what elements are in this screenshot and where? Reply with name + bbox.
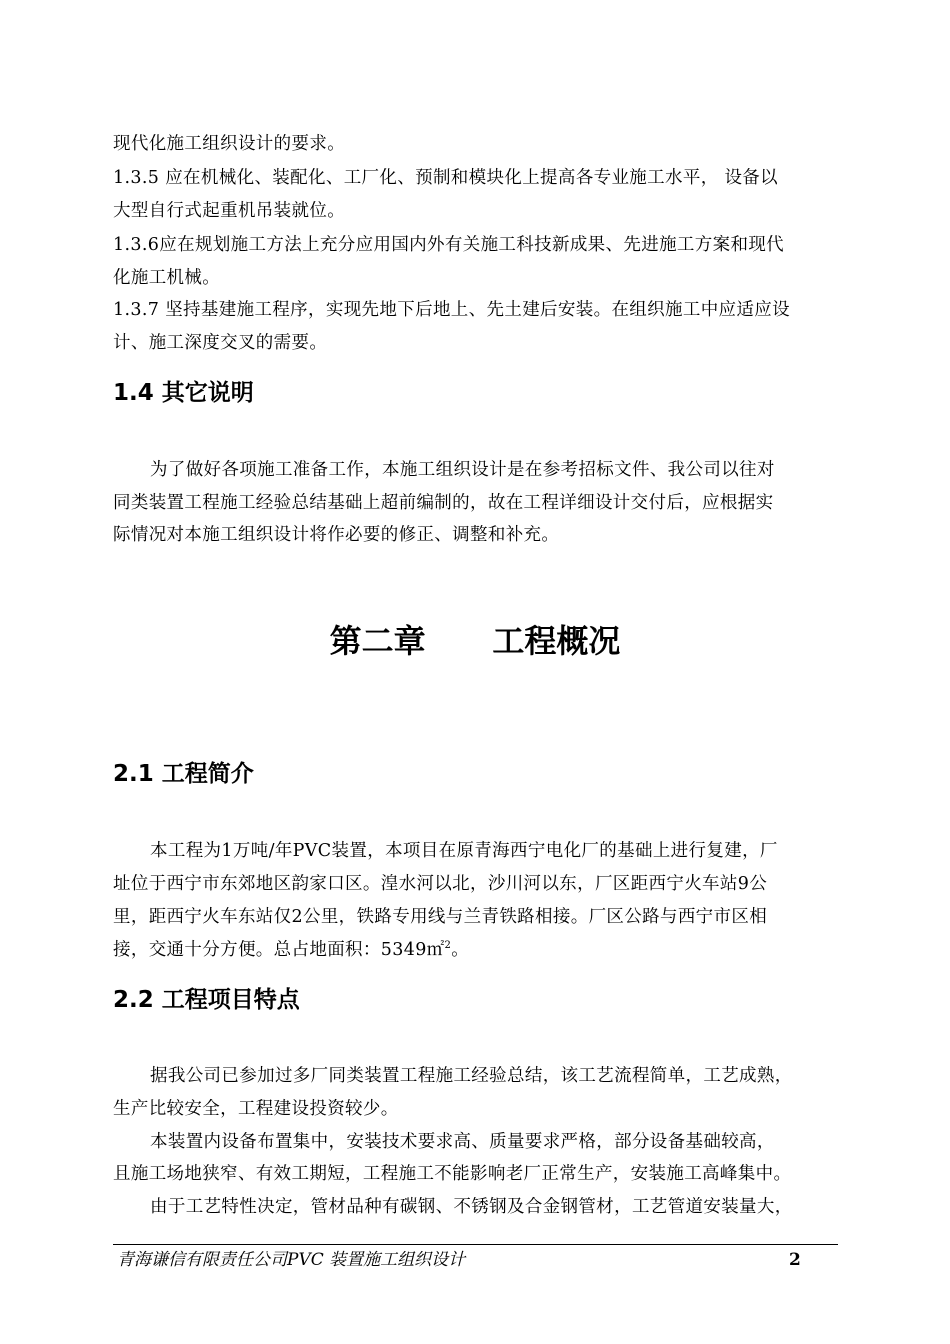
paragraph-line: 且施工场地狭窄、有效工期短，工程施工不能影响老厂正常生产，安装施工高峰集中。 (113, 1164, 792, 1184)
section-heading-2-1: 2.1 工程简介 (113, 761, 254, 787)
paragraph-line: 为了做好各项施工准备工作，本施工组织设计是在参考招标文件、我公司以往对 (150, 460, 775, 480)
paragraph-line: 生产比较安全，工程建设投资较少。 (113, 1099, 399, 1119)
body-text-line: 计、施工深度交叉的需要。 (113, 333, 328, 353)
page-number: 2 (789, 1250, 801, 1270)
paragraph-line: 本工程为1万吨/年PVC装置，本项目在原青海西宁电化厂的基础上进行复建，厂 (150, 841, 778, 861)
body-text-line: 1.3.5 应在机械化、装配化、工厂化、预制和模块化上提高各专业施工水平， 设备以 (113, 168, 779, 188)
paragraph-line: 由于工艺特性决定，管材品种有碳钢、不锈钢及合金钢管材，工艺管道安装量大， (150, 1197, 793, 1217)
paragraph-line: 里，距西宁火车东站仅2公里，铁路专用线与兰青铁路相接。厂区公路与西宁市区相 (113, 907, 768, 927)
body-text-line: 化施工机械。 (113, 268, 221, 288)
paragraph-line: 址位于西宁市东郊地区韵家口区。湟水河以北，沙川河以东，厂区距西宁火车站9公 (113, 874, 768, 894)
period: 。 (451, 940, 470, 960)
superscript: 2 (444, 940, 452, 952)
footer-divider (113, 1244, 838, 1245)
area-text: 接，交通十分方便。总占地面积：5349㎡ (113, 940, 445, 960)
paragraph-line: 据我公司已参加过多厂同类装置工程施工经验总结，该工艺流程简单，工艺成熟， (150, 1066, 793, 1086)
paragraph-line: 本装置内设备布置集中，安装技术要求高、质量要求严格，部分设备基础较高， (150, 1132, 775, 1152)
paragraph-line: 际情况对本施工组织设计将作必要的修正、调整和补充。 (113, 525, 560, 545)
section-heading-1-4: 1.4 其它说明 (113, 380, 254, 406)
paragraph-line: 同类装置工程施工经验总结基础上超前编制的，故在工程详细设计交付后，应根据实 (113, 493, 774, 513)
chapter-title: 第二章 工程概况 (329, 622, 621, 660)
body-text-line: 大型自行式起重机吊装就位。 (113, 201, 346, 221)
section-heading-2-2: 2.2 工程项目特点 (113, 987, 300, 1013)
paragraph-line (113, 938, 469, 962)
body-text-line: 1.3.6应在规划施工方法上充分应用国内外有关施工科技新成果、先进施工方案和现代 (113, 235, 785, 255)
body-text-line: 1.3.7 坚持基建施工程序，实现先地下后地上、先土建后安装。在组织施工中应适应设 (113, 300, 790, 320)
footer-title: 青海谦信有限责任公司PVC 装置施工组织设计 (117, 1250, 466, 1270)
body-text-line: 现代化施工组织设计的要求。 (113, 134, 346, 154)
